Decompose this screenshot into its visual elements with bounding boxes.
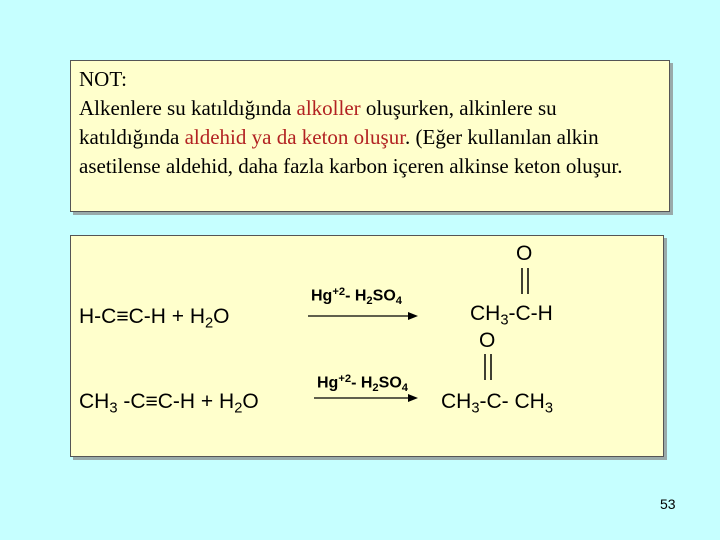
reaction2-cond-so: SO — [378, 374, 402, 392]
reaction-lines — [71, 236, 665, 458]
reaction2-product — [441, 390, 553, 416]
reaction1-cond-sub2: 4 — [395, 294, 403, 307]
page-number: 53 — [660, 496, 676, 512]
reaction2-product-sub2: 3 — [544, 400, 554, 417]
reaction2-cond-h: - H — [351, 374, 373, 392]
reaction2-product-ch: CH — [441, 390, 472, 413]
reaction1-product — [470, 302, 553, 328]
note-box — [70, 60, 670, 212]
reaction-box — [70, 235, 664, 457]
note-text-part-5: . (Eğer kullanılan alkin asetilense aldehid, daha fazla karbon içeren alkinse keton oluşur. — [79, 125, 623, 178]
note-highlight-alkoller: alkoller — [296, 96, 361, 120]
reaction2-product-oxygen: O — [479, 329, 496, 352]
reaction2-product-rest: -C- CH — [479, 390, 545, 413]
reaction1-cond-so: SO — [372, 287, 396, 305]
reaction1-conditions — [311, 286, 402, 307]
reaction2-product-sub1: 3 — [471, 400, 480, 417]
reaction2-cond-sub1: 2 — [372, 381, 379, 394]
reaction2-cond-hg: Hg — [317, 374, 339, 392]
reaction2-reactant-sub1: 3 — [109, 400, 118, 417]
reaction2-reactant-sub2: 2 — [234, 400, 243, 417]
reaction2-reactant-ch: CH — [79, 390, 110, 413]
reaction1-reactant-subscript: 2 — [205, 315, 214, 332]
reaction2-cond-sub2: 4 — [401, 381, 409, 394]
reaction1-cond-h: - H — [345, 287, 367, 305]
reaction1-cond-hg: Hg — [311, 287, 333, 305]
reaction1-reactant-text: H-C≡C-H + H — [79, 305, 205, 328]
reaction2-reactant-rest: -C≡C-H + H — [117, 390, 235, 413]
note-title: NOT: — [79, 67, 127, 91]
reaction1-reactants — [79, 305, 230, 331]
reaction2-conditions — [317, 373, 408, 394]
reaction1-product-rest: -C-H — [508, 302, 553, 325]
reaction1-product-ch: CH — [470, 302, 501, 325]
reaction2-cond-charge: +2 — [338, 373, 352, 385]
reaction1-reactant-o: O — [213, 305, 230, 328]
note-text — [79, 94, 661, 181]
reaction2-reactants — [79, 390, 259, 416]
reaction1-arrow-head — [408, 312, 418, 320]
reaction1-product-subscript: 3 — [500, 312, 509, 329]
reaction1-product-oxygen: O — [516, 242, 533, 265]
note-highlight-aldehid-keton: aldehid ya da keton oluşur — [184, 125, 406, 149]
note-text-part-3: oluşurken, alkinlere su katıldığında — [79, 96, 557, 149]
reaction1-cond-charge: +2 — [332, 286, 346, 298]
reaction2-arrow-head — [408, 394, 418, 402]
reaction1-cond-sub1: 2 — [366, 294, 373, 307]
reaction2-reactant-o: O — [242, 390, 259, 413]
note-text-part-1: Alkenlere su katıldığında — [79, 96, 297, 120]
